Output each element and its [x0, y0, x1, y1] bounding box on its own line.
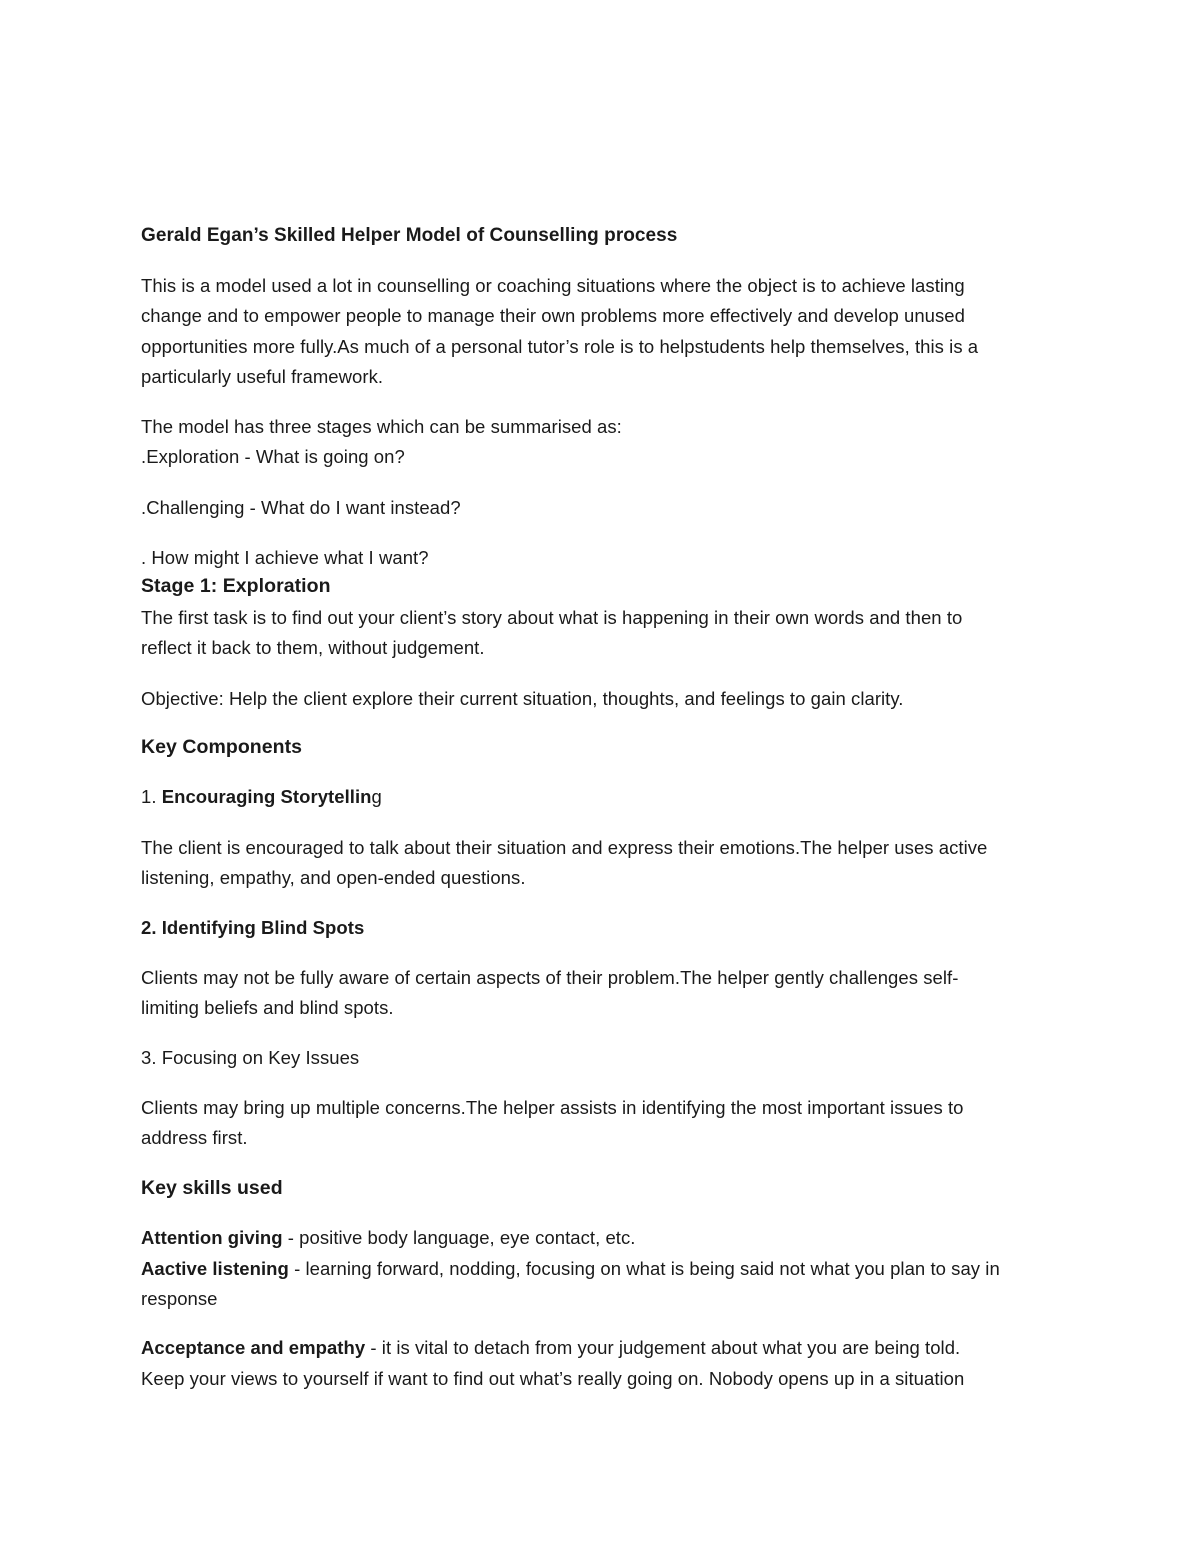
- skill-text: - positive body language, eye contact, etc.: [282, 1227, 636, 1248]
- component1-heading: [141, 785, 382, 809]
- skill-line-continued: response: [141, 1288, 218, 1309]
- component1-title: Encouraging Storytellin: [161, 786, 372, 807]
- component2-heading: 2. Identifying Blind Spots: [141, 917, 365, 938]
- component2-line: limiting beliefs and blind spots.: [141, 997, 394, 1018]
- acceptance-line-continued: Keep your views to yourself if want to find out what’s really going on. Nobody opens up in a situation: [141, 1368, 965, 1389]
- component1-prefix: 1.: [141, 786, 162, 807]
- skill-term: Attention giving: [141, 1227, 283, 1248]
- skill-term: Aactive listening: [141, 1258, 289, 1279]
- intro-line: particularly useful framework.: [141, 366, 384, 387]
- component1-line: listening, empathy, and open-ended questions.: [141, 867, 526, 888]
- stage1-line: The first task is to find out your client’s story about what is happening in their own words and then to: [141, 607, 963, 628]
- intro-line: This is a model used a lot in counselling or coaching situations where the object is to achieve lasting: [141, 275, 965, 296]
- component1-suffix: g: [371, 786, 382, 807]
- stage1-heading: Stage 1: Exploration: [141, 575, 331, 597]
- component3-heading: 3. Focusing on Key Issues: [141, 1047, 360, 1068]
- acceptance-line: [141, 1336, 960, 1360]
- skill-text: - learning forward, nodding, focusing on what is being said not what you plan to say in: [288, 1258, 1000, 1279]
- skill-line: [141, 1226, 635, 1250]
- component2-line: Clients may not be fully aware of certain aspects of their problem.The helper gently challenges self-: [141, 967, 959, 988]
- component3-line: Clients may bring up multiple concerns.The helper assists in identifying the most important issues to: [141, 1097, 964, 1118]
- acceptance-term: Acceptance and empathy: [141, 1337, 366, 1358]
- intro-line: change and to empower people to manage their own problems more effectively and develop unused: [141, 305, 965, 326]
- stage1-line: reflect it back to them, without judgement.: [141, 637, 485, 658]
- stage-list-item: .Exploration - What is going on?: [141, 446, 405, 467]
- component3-line: address first.: [141, 1127, 248, 1148]
- document-title: Gerald Egan’s Skilled Helper Model of Counselling process: [141, 225, 678, 246]
- key-components-heading: Key Components: [141, 736, 303, 758]
- objective-text: Objective: Help the client explore their current situation, thoughts, and feelings to gain clarity.: [141, 688, 904, 709]
- intro-line: opportunities more fully.As much of a personal tutor’s role is to helpstudents help themselves, this is a: [141, 336, 979, 357]
- component1-line: The client is encouraged to talk about their situation and express their emotions.The helper uses active: [141, 837, 988, 858]
- skill-line: [141, 1257, 1000, 1281]
- stage-list-item: .Challenging - What do I want instead?: [141, 497, 461, 518]
- stage-list-item: . How might I achieve what I want?: [141, 547, 429, 568]
- acceptance-text: - it is vital to detach from your judgement about what you are being told.: [365, 1337, 961, 1358]
- key-skills-heading: Key skills used: [141, 1177, 283, 1199]
- stages-intro: The model has three stages which can be summarised as:: [141, 416, 622, 437]
